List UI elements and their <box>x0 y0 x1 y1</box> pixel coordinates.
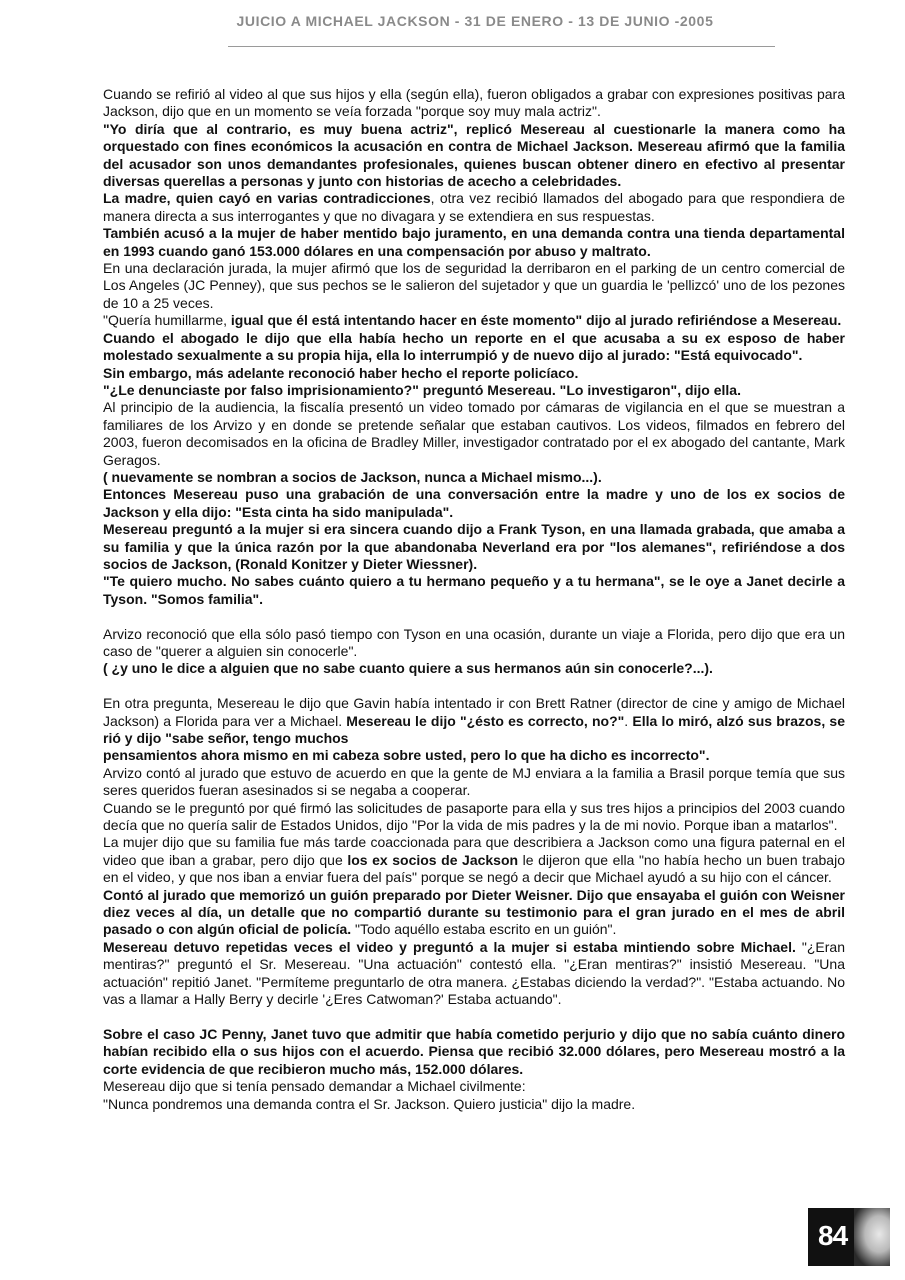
paragraph <box>103 765 845 800</box>
paragraph <box>103 365 845 382</box>
bold-text: Mesereau le dijo "¿ésto es correcto, no?" <box>346 712 625 729</box>
paragraph <box>103 521 845 573</box>
bold-text: ( nuevamente se nombran a socios de Jackson, nunca a Michael mismo...). <box>103 468 602 485</box>
bold-text: Sin embargo, más adelante reconoció haber hecho el reporte policíaco. <box>103 364 579 381</box>
bold-text: "¿Le denunciaste por falso imprisionamiento?" preguntó Mesereau. "Lo investigaron", dijo ella. <box>103 381 741 398</box>
bold-text: igual que él está intentando hacer en éste momento" dijo al jurado refiriéndose a Mesereau. <box>230 312 842 329</box>
portrait-thumbnail-icon <box>854 1208 890 1266</box>
bold-text: "Te quiero mucho. No sabes cuánto quiero a tu hermano pequeño y a tu hermana", se le oye a Janet decirle a Tyson. "Somos familia". <box>103 573 845 607</box>
bold-text: Mesereau preguntó a la mujer si era sincera cuando dijo a Frank Tyson, en una llamada grabada, que amaba a su familia y que la única razón por la que abandonaba Neverland era por "los alemanes", refiriéndose a dos socios de Jackson, (Ronald Konitzer y Dieter Wiessner). <box>103 521 845 572</box>
text: En una declaración jurada, la mujer afirmó que los de seguridad la derribaron en el parking de un centro comercial de Los Angeles (JC Penney), que sus pechos se le salieron del sujetador y que un guardia le 'pellizcó' uno de los pezones de 10 a 25 veces. <box>103 260 845 311</box>
bold-text: Entonces Mesereau puso una grabación de una conversación entre la madre y uno de los ex socios de Jackson y ella dijo: "Esta cinta ha sido manipulada". <box>103 486 845 520</box>
paragraph <box>103 225 845 260</box>
text: . <box>624 712 633 729</box>
running-header: JUICIO A MICHAEL JACKSON - 31 DE ENERO - 13 DE JUNIO -2005 <box>236 13 714 29</box>
paragraph <box>103 312 845 329</box>
text: "¿Eran mentiras?" preguntó el Sr. Mesereau. "Una actuación" contestó ella. "¿Eran mentiras?" insistió Mesereau. "Una actuación" repitió Janet. "Permíteme preguntarlo de otra manera. ¿Estabas diciendo la verdad?". "Estaba actuando. No vas a llamar a Hally Berry y decirle '¿Eres Catwoman?' Estaba actuando". <box>103 938 845 1008</box>
paragraph <box>103 382 845 399</box>
text: Cuando se le preguntó por qué firmó las solicitudes de pasaporte para ella y sus tres hijos a principios del 2003 cuando decía que no quería salir de Estados Unidos, dijo "Por la vida de mis padres y la de mi novio. Porque iban a matarlos". <box>103 799 845 834</box>
paragraph <box>103 1078 845 1095</box>
bold-text: Mesereau detuvo repetidas veces el video y preguntó a la mujer si estaba mintiendo sobre Michael. <box>103 938 796 955</box>
paragraph <box>103 834 845 886</box>
text: "Todo aquéllo estaba escrito en un guión". <box>351 921 617 938</box>
paragraph <box>103 469 845 486</box>
text: Cuando se refirió al video al que sus hijos y ella (según ella), fueron obligados a grabar con expresiones positivas para Jackson, dijo que en un momento se veía forzada "porque soy muy mala actriz". <box>103 86 845 120</box>
paragraph <box>103 260 845 312</box>
text: "Quería humillarme, <box>103 312 231 329</box>
paragraph <box>103 887 845 939</box>
bold-text: los ex socios de Jackson <box>347 851 519 868</box>
bold-text: Ella lo miró, alzó sus brazos, se rió y dijo "sabe señor, tengo muchos <box>103 712 845 746</box>
paragraph <box>103 1026 845 1078</box>
text: Al principio de la audiencia, la fiscalía presentó un video tomado por cámaras de vigilancia en el que se muestran a familiares de los Arvizo y en donde se pretende señalar que estaban cautivos. Los videos, filmados en febrero del 2003, fueron decomisados en la oficina de Bradley Miller, investigador contratado por el ex abogado del cantante, Mark Geragos. <box>103 399 845 468</box>
paragraph <box>103 1096 845 1113</box>
paragraph <box>103 800 845 835</box>
bold-text: ( ¿y uno le dice a alguien que no sabe cuanto quiere a sus hermanos aún sin conocerle?...). <box>103 660 713 677</box>
text: le dijeron que ella "no había hecho un buen trabajo en el video, y que nos iban a enviar fuera del país" porque se negó a decir que Michael ayudó a su hijo con el cáncer. <box>103 851 845 886</box>
page-number: 84 <box>818 1220 848 1251</box>
paragraph <box>103 486 845 521</box>
bold-text: Sobre el caso JC Penny, Janet tuvo que admitir que había cometido perjurio y dijo que no sabía cuánto dinero habían recibido ella o sus hijos con el acuerdo. Piensa que recibió 32.000 dólares, pero Mesereau mostró a la corte evidencia de que recibieron mucho más, 152.000 dólares. <box>103 1025 845 1077</box>
text: Arvizo contó al jurado que estuvo de acuerdo en que la gente de MJ enviara a la familia a Brasil porque temía que sus seres queridos fueran asesinados si se negaba a cooperar. <box>103 764 845 799</box>
bold-text: Cuando el abogado le dijo que ella había hecho un reporte en el que acusaba a su ex esposo de haber molestado sexualmente a su propia hija, ella lo interrumpió y de nuevo dijo al jurado: "Está equivocado". <box>103 329 845 364</box>
bold-text: Contó al jurado que memorizó un guión preparado por Dieter Weisner. Dijo que ensayaba el guión con Weisner diez veces al día, un detalle que no compartió durante su testimonio para el gran jurado en el mes de abril pasado o con algún oficial de policía. <box>103 886 845 938</box>
paragraph <box>103 939 845 1009</box>
bold-text: La madre, quien cayó en varias contradicciones <box>103 190 431 207</box>
text: "Nunca pondremos una demanda contra el Sr. Jackson. Quiero justicia" dijo la madre. <box>103 1095 636 1112</box>
paragraph <box>103 660 845 677</box>
article-body <box>103 86 845 1113</box>
text: Arvizo reconoció que ella sólo pasó tiempo con Tyson en una ocasión, durante un viaje a Florida, pero dijo que era un caso de "querer a alguien sin conocerle". <box>103 625 845 659</box>
text: , otra vez recibió llamados del abogado para que respondiera de manera directa a sus interrogantes y que no divagara y se extendiera en sus respuestas. <box>103 190 845 224</box>
page-number-badge <box>808 1208 890 1266</box>
paragraph <box>103 626 845 661</box>
bold-text: También acusó a la mujer de haber mentido bajo juramento, en una demanda contra una tienda departamental en 1993 cuando ganó 153.000 dólares en una compensación por abuso y maltrato. <box>103 225 845 259</box>
text: En otra pregunta, Mesereau le dijo que Gavin había intentado ir con Brett Ratner (director de cine y amigo de Michael Jackson) a Florida para ver a Michael. <box>103 695 845 729</box>
paragraph <box>103 399 845 469</box>
paragraph <box>103 695 845 747</box>
bold-text: pensamientos ahora mismo en mi cabeza sobre usted, pero lo que ha dicho es incorrecto". <box>103 747 710 764</box>
paragraph <box>103 330 845 365</box>
paragraph <box>103 86 845 121</box>
paragraph <box>103 190 845 225</box>
paragraph <box>103 121 845 191</box>
bold-text: "Yo diría que al contrario, es muy buena actriz", replicó Mesereau al cuestionarle la manera como ha orquestado con fines económicos la acusación en contra de Michael Jackson. Mesereau afirmó que la familia del acusador son unos demandantes profesionales, quienes buscan obtener dinero en efectivo al presentar diversas querellas a personas y junto con historias de acecho a celebridades. <box>103 120 845 190</box>
text: Mesereau dijo que si tenía pensado demandar a Michael civilmente: <box>103 1078 526 1095</box>
paragraph <box>103 573 845 608</box>
header-divider <box>228 46 775 47</box>
text: La mujer dijo que su familia fue más tarde coaccionada para que describiera a Jackson como una figura paternal en el video que iban a grabar, pero dijo que <box>103 834 845 868</box>
paragraph <box>103 747 845 764</box>
